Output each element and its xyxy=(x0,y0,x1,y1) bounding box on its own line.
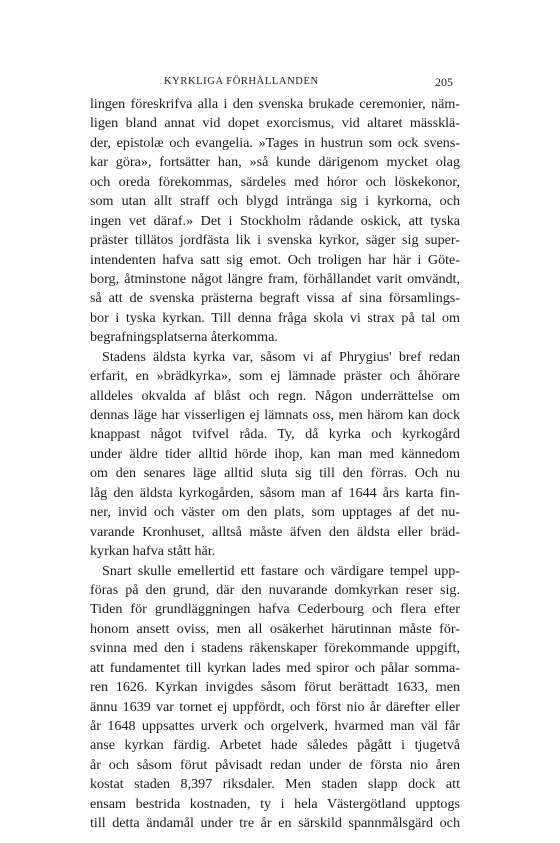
text-line: Stadens äldsta kyrka var, såsom vi af Phrygius' bref redan xyxy=(102,348,460,365)
running-title: KYRKLIGA FÖRHÅLLANDEN xyxy=(164,76,319,87)
text-line: honom ansett oviss, men all osäkerhet härutinnan måste för- xyxy=(90,620,460,637)
text-line: der, epistolæ och evangelia. »Tages in hustrun som ock svens- xyxy=(90,134,460,151)
page-number: 205 xyxy=(435,75,453,89)
body-text xyxy=(90,95,460,834)
text-line: ännu 1639 var tornet ej uppfördt, och först nio år därefter eller xyxy=(90,698,460,715)
text-line: ensam bestrida kostnaden, ty i hela Västergötland upptogs xyxy=(90,795,460,812)
text-line: ingen vet däraf.» Det i Stockholm rådande oskick, att tyska xyxy=(90,212,460,229)
text-line: till detta ändamål under tre år en särskild spannmålsgärd och xyxy=(90,815,460,832)
text-line: under äldre tider alltid hörde ihop, kan man med kännedom xyxy=(90,445,460,462)
running-head xyxy=(0,76,560,92)
text-line: låg den äldsta kyrkogården, såsom man af 1644 års karta fin- xyxy=(90,484,460,501)
text-line: som utan allt straff och blygd intränga sig i kyrkorna, och xyxy=(90,193,460,210)
text-line: Snart skulle emellertid ett fastare och värdigare tempel upp- xyxy=(102,562,460,579)
text-line: och oreda förekommas, särdeles med hóror och löskekonor, xyxy=(90,173,460,190)
text-line: dennas läge har visserligen ej lämnats oss, men härom kan dock xyxy=(90,407,460,423)
text-line: ligen bland annat vid dopet exorcismus, vid altaret mässklä- xyxy=(90,115,460,132)
text-line: om den senares läge alltid sluta sig till den förras. Och nu xyxy=(90,465,460,482)
text-line: så att de svenska prästerna begraft vissa af sina församlings- xyxy=(90,290,460,307)
text-line: varande Kronhuset, alltså måste äfven den äldsta eller bräd- xyxy=(90,523,460,540)
text-line: borg, åtminstone något längre fram, förhållandet varit omvändt, xyxy=(90,270,460,287)
text-line: bor i tyska kyrkan. Till denna fråga skola vi strax på tal om xyxy=(90,309,460,326)
text-line: föras på den grund, där den nuvarande domkyrkan reser sig. xyxy=(90,581,460,598)
text-line: Tiden för grundläggningen hafva Cederbourg och flera efter xyxy=(90,601,460,618)
text-line: kyrkan hafva stått här. xyxy=(90,543,216,560)
text-line: knappast något tvifvel råda. Ty, då kyrka och kyrkogård xyxy=(90,426,460,443)
text-line: intendenten hafva satt sig emot. Och troligen har här i Göte- xyxy=(90,251,460,268)
text-line: år 1648 uppsattes urverk och orgelverk, hvarmed man väl får xyxy=(90,718,460,734)
text-line: anse kyrkan färdig. Arbetet hade således pågått i tjugetvå xyxy=(90,737,460,754)
text-line: lingen föreskrifva alla i den svenska brukade ceremonier, näm- xyxy=(90,96,460,112)
text-line: präster tillätos jordfästa lik i svenska kyrkor, säger sig super- xyxy=(90,232,460,249)
text-line: år och såsom förut påvisadt redan under de första nio åren xyxy=(90,756,460,773)
text-line: alldeles okvalda af blåst och regn. Någon underrättelse om xyxy=(90,387,460,404)
text-line: erfarit, en »brädkyrka», som ej lämnade präster och åhörare xyxy=(90,368,460,385)
text-line: ren 1626. Kyrkan invigdes såsom förut berättadt 1633, men xyxy=(90,679,460,696)
text-line: ner, invid och väster om den plats, som upptages af det nu- xyxy=(90,504,460,521)
text-line: begrafningsplatserna återkomma. xyxy=(90,329,278,346)
text-line: kostat staden 8,397 riksdaler. Men staden slapp dock att xyxy=(90,776,460,793)
text-line: svinna med den i stadens räkenskaper förekommande uppgift, xyxy=(90,640,460,657)
text-line: kar göra», fortsätter han, »så kunde därigenom mycket olag xyxy=(90,154,460,171)
text-line: att fundamentet till kyrkan lades med spiror och pålar somma- xyxy=(90,659,460,676)
